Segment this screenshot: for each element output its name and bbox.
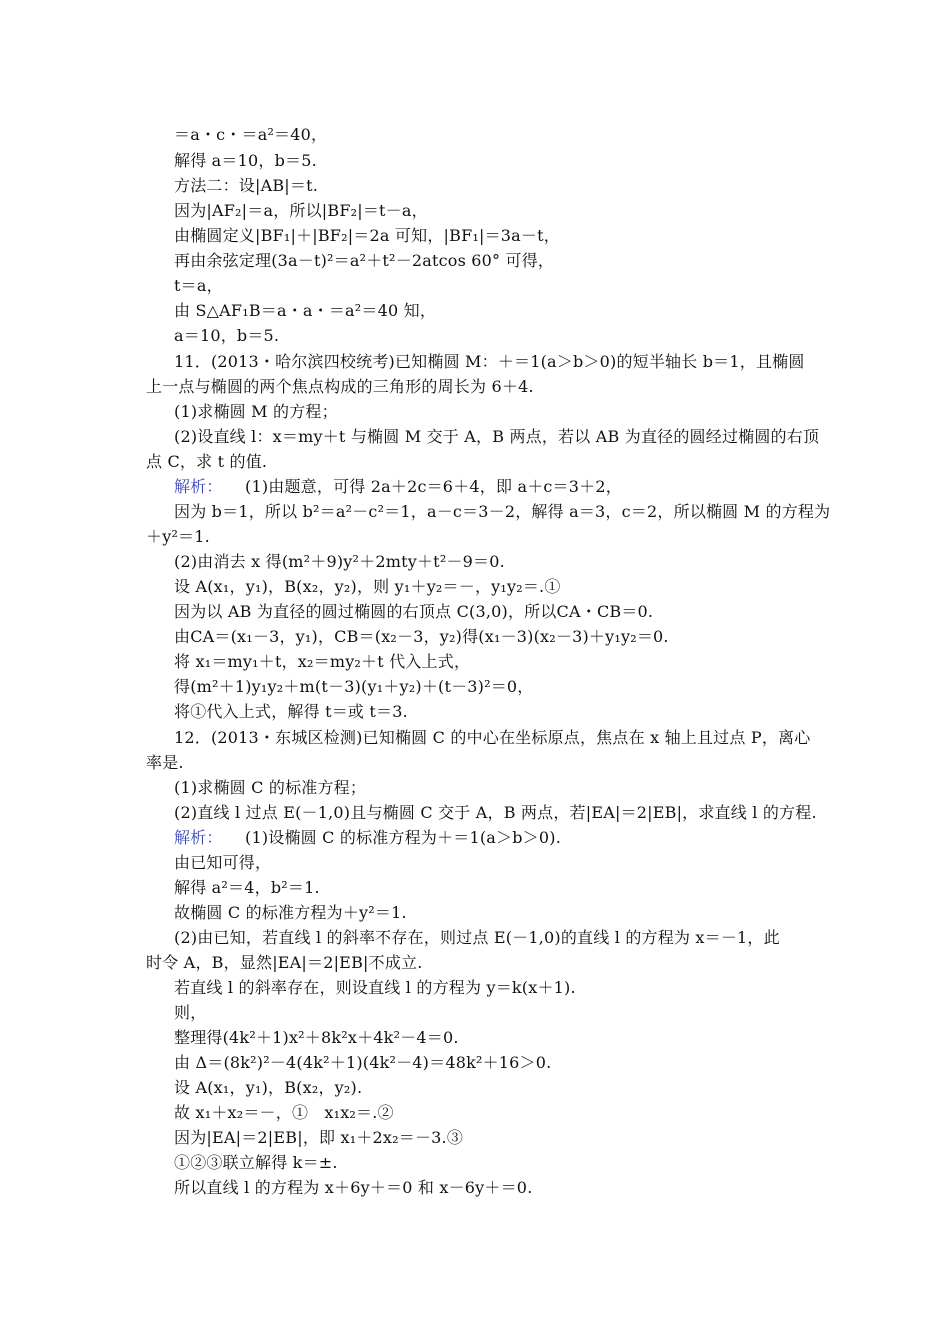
text-line: 将 x₁＝my₁＋t，x₂＝my₂＋t 代入上式， <box>174 652 471 671</box>
text-line: 由已知可得， <box>174 853 272 872</box>
text-line: (1)求椭圆 C 的标准方程； <box>174 778 367 797</box>
solution-label: 解析： <box>174 828 223 847</box>
text-line: 所以直线 l 的方程为 x＋6y＋＝0 和 x－6y＋＝0. <box>174 1178 533 1197</box>
text-line: (2)由已知，若直线 l 的斜率不存在，则过点 E(－1,0)的直线 l 的方程为 x＝－1，此 <box>174 928 780 947</box>
text-line: 解得 a＝10，b＝5. <box>174 151 317 170</box>
text-line: 设 A(x₁，y₁)，B(x₂，y₂). <box>174 1078 363 1097</box>
text-line: 方法二：设|AB|＝t. <box>174 176 319 195</box>
text-line: 因为以 AB 为直径的圆过椭圆的右顶点 C(3,0)，所以CA・CB＝0. <box>174 602 654 621</box>
text-line: 得(m²＋1)y₁y₂＋m(t－3)(y₁＋y₂)＋(t－3)²＝0， <box>174 677 534 696</box>
text-line: 则， <box>174 1003 207 1022</box>
text-line: t＝a， <box>174 276 223 295</box>
text-line: 由椭圆定义|BF₁|＋|BF₂|＝2a 可知，|BF₁|＝3a－t， <box>174 226 560 245</box>
text-line: a＝10，b＝5. <box>174 326 280 345</box>
text-line: 由 Δ＝(8k²)²－4(4k²＋1)(4k²－4)＝48k²＋16＞0. <box>174 1053 552 1072</box>
text-line: 点 C，求 t 的值. <box>146 452 268 471</box>
text-line: 解得 a²＝4，b²＝1. <box>174 878 320 897</box>
text-line: 故 x₁＋x₂＝－，① x₁x₂＝.② <box>174 1103 394 1122</box>
text-line: 整理得(4k²＋1)x²＋8k²x＋4k²－4＝0. <box>174 1028 459 1047</box>
text-line: (2)由消去 x 得(m²＋9)y²＋2mty＋t²－9＝0. <box>174 552 505 571</box>
text-line: 若直线 l 的斜率存在，则设直线 l 的方程为 y＝k(x＋1). <box>174 978 576 997</box>
text-line: ＝a・c・＝a²＝40， <box>174 125 328 144</box>
text-line: 因为 b＝1，所以 b²＝a²－c²＝1，a－c＝3－2，解得 a＝3，c＝2，所以椭圆 M 的方程为 <box>174 502 831 521</box>
text-line: (1)求椭圆 M 的方程； <box>174 402 338 421</box>
text-line: ①②③联立解得 k＝±. <box>174 1153 338 1172</box>
text-line: 再由余弦定理(3a－t)²＝a²＋t²－2atcos 60° 可得， <box>174 251 555 270</box>
text-line: 因为|AF₂|＝a，所以|BF₂|＝t－a， <box>174 201 428 220</box>
text-line: 因为|EA|＝2|EB|，即 x₁＋2x₂＝－3.③ <box>174 1128 464 1147</box>
text-line: 由CA＝(x₁－3，y₁)，CB＝(x₂－3，y₂)得(x₁－3)(x₂－3)＋y₁y₂＝0. <box>174 627 669 646</box>
text-line: 由 S△AF₁B＝a・a・＝a²＝40 知， <box>174 301 437 320</box>
text-line: (2)直线 l 过点 E(－1,0)且与椭圆 C 交于 A，B 两点，若|EA|＝2|EB|，求直线 l 的方程. <box>174 803 817 822</box>
text-line: 率是. <box>146 753 184 772</box>
text-line: (2)设直线 l：x＝my＋t 与椭圆 M 交于 A，B 两点，若以 AB 为直径的圆经过椭圆的右顶 <box>174 427 820 446</box>
text-line: ＋y²＝1. <box>146 527 210 546</box>
solution-label: 解析： <box>174 477 223 496</box>
text-line: (1)由题意，可得 2a＋2c＝6＋4，即 a＋c＝3＋2， <box>245 477 622 496</box>
text-line: 时令 A，B，显然|EA|＝2|EB|不成立. <box>146 953 423 972</box>
text-line: 设 A(x₁，y₁)，B(x₂，y₂)，则 y₁＋y₂＝－，y₁y₂＝.① <box>174 577 561 596</box>
text-line: (1)设椭圆 C 的标准方程为＋＝1(a＞b＞0). <box>245 828 561 847</box>
text-line: 上一点与椭圆的两个焦点构成的三角形的周长为 6＋4. <box>146 377 534 396</box>
text-line: 故椭圆 C 的标准方程为＋y²＝1. <box>174 903 407 922</box>
text-line: 12．(2013・东城区检测)已知椭圆 C 的中心在坐标原点，焦点在 x 轴上且过点 P，离心 <box>174 728 811 747</box>
text-line: 11．(2013・哈尔滨四校统考)已知椭圆 M：＋＝1(a＞b＞0)的短半轴长 b＝1，且椭圆 <box>174 352 805 371</box>
text-line: 将①代入上式，解得 t＝或 t＝3. <box>174 702 408 721</box>
